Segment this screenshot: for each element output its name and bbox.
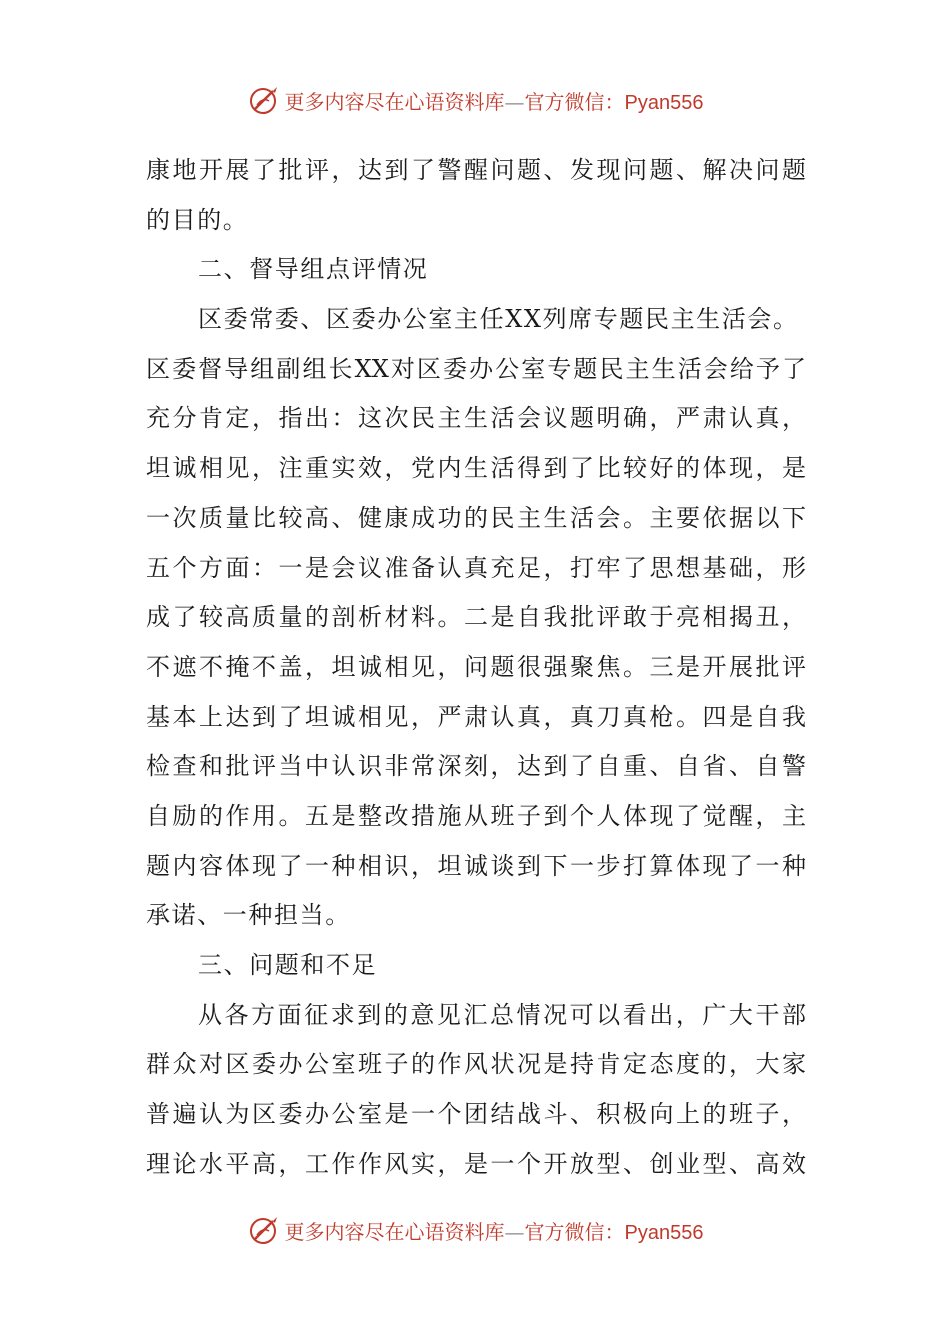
text-line: 充分肯定，指出：这次民主生活会议题明确，严肃认真， — [146, 404, 806, 433]
text-line: 区委常委、区委办公室主任XX列席专题民主生活会。 — [198, 305, 799, 334]
watermark-text — [285, 86, 704, 115]
watermark-wechat-label: 官方微信： — [524, 1219, 625, 1244]
watermark-separator: — — [504, 89, 525, 114]
watermark-text — [285, 1216, 704, 1245]
text-line: 的目的。 — [146, 205, 249, 234]
text-line: 不遮不掩不盖，坦诚相见，问题很强聚焦。三是开展批评 — [146, 652, 806, 681]
text-line: 题内容体现了一种相识，坦诚谈到下一步打算体现了一种 — [146, 851, 806, 880]
section-heading: 三、问题和不足 — [198, 951, 378, 979]
text-line: 群众对区委办公室班子的作风状况是持肯定态度的，大家 — [146, 1050, 806, 1079]
text-line: 普遍认为区委办公室是一个团结战斗、积极向上的班子， — [146, 1100, 806, 1129]
text-line: 一次质量比较高、健康成功的民主生活会。主要依据以下 — [146, 503, 806, 532]
text-line: 检查和批评当中认识非常深刻，达到了自重、自省、自警 — [146, 752, 806, 781]
watermark-site: 更多内容尽在心语资料库 — [284, 89, 505, 114]
text-line: 坦诚相见，注重实效，党内生活得到了比较好的体现，是 — [146, 454, 806, 483]
watermark-header — [0, 82, 950, 118]
document-body — [146, 146, 806, 1189]
text-line: 康地开展了批评，达到了警醒问题、发现问题、解决问题 — [146, 156, 806, 184]
text-line: 区委督导组副组长XX对区委办公室专题民主生活会给予了 — [146, 354, 806, 383]
watermark-footer — [0, 1212, 950, 1248]
watermark-wechat-id: Pyan556 — [624, 91, 704, 114]
text-line: 从各方面征求到的意见汇总情况可以看出，广大干部 — [198, 1000, 806, 1029]
pen-logo-icon — [247, 83, 281, 117]
text-line: 自励的作用。五是整改措施从班子到个人体现了觉醒，主 — [146, 801, 806, 830]
watermark-wechat-label: 官方微信： — [524, 89, 625, 114]
text-line: 五个方面：一是会议准备认真充足，打牢了思想基础，形 — [146, 553, 806, 582]
text-line: 理论水平高，工作作风实，是一个开放型、创业型、高效 — [146, 1149, 806, 1178]
section-heading: 二、督导组点评情况 — [198, 255, 429, 284]
text-line: 承诺、一种担当。 — [146, 901, 351, 930]
text-line: 成了较高质量的剖析材料。二是自我批评敢于亮相揭丑， — [146, 603, 806, 632]
pen-logo-icon — [247, 1213, 281, 1247]
watermark-wechat-id: Pyan556 — [624, 1221, 704, 1244]
watermark-separator: — — [504, 1219, 525, 1244]
watermark-site: 更多内容尽在心语资料库 — [284, 1219, 505, 1244]
text-line: 基本上达到了坦诚相见，严肃认真，真刀真枪。四是自我 — [146, 702, 806, 731]
